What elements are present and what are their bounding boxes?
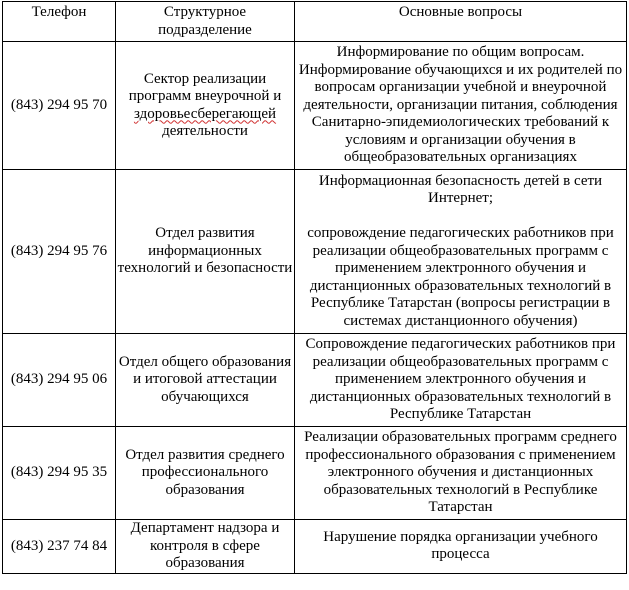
table-header-row	[3, 2, 627, 42]
header-unit: Структурное подразделение	[116, 2, 295, 42]
table-row	[3, 170, 627, 334]
topic-text: Информирование по общим вопросам. Информирование обучающихся и их родителей по вопросам организации учебной и внеурочной деятельности, организации питания, соблюдения Санитарно-эпидемиологических требований к условиям и организации обучения в общеобразовательных организациях	[298, 44, 623, 166]
topic-text: сопровождение педагогических работников при реализации общеобразовательных программ с применением электронного обучения и дистанционных образовательных технологий в Республике Татарстан (вопросы регистрации в системах дистанционного обучения)	[307, 225, 614, 329]
topic-text: Информационная безопасность детей в сети Интернет;	[318, 172, 603, 207]
topic-text: Реализации образовательных программ среднего профессионального образования с применением электронного обучения и дистанционных образовательных технологий в Республике Татарстан	[304, 429, 617, 516]
paragraph-gap	[296, 208, 625, 226]
topics-cell	[295, 427, 627, 520]
phone-cell	[3, 334, 116, 427]
phone-cell	[3, 170, 116, 334]
unit-name-part: Сектор реализации программ внеурочной и	[128, 70, 282, 104]
unit-cell: Отдел развития среднего профессионального образования	[116, 427, 295, 520]
header-phone: Телефон	[3, 2, 116, 42]
phone-cell	[3, 427, 116, 520]
table-row	[3, 427, 627, 520]
topic-text: Сопровождение педагогических работников при реализации общеобразовательных программ с применением электронного обучения и дистанционных образовательных технологий в Республике Татарстан	[305, 336, 616, 423]
table-row	[3, 520, 627, 574]
phone-cell	[3, 520, 116, 574]
phone-number: (843) 294 95 70	[10, 96, 108, 113]
unit-cell: Отдел общего образования и итоговой аттестации обучающихся	[116, 334, 295, 427]
header-topics: Основные вопросы	[295, 2, 627, 42]
unit-cell: Отдел развития информационных технологий и безопасности	[116, 170, 295, 334]
phone-number: (843) 294 95 06	[10, 371, 108, 388]
phone-number: (843) 294 95 35	[10, 464, 108, 481]
phone-number: (843) 294 95 76	[10, 242, 108, 259]
unit-cell: Департамент надзора и контроля в сфере образования	[116, 520, 295, 574]
phone-number: (843) 237 74 84	[10, 537, 108, 554]
topics-cell	[295, 334, 627, 427]
topics-cell	[295, 42, 627, 170]
unit-name-part: деятельности	[162, 123, 248, 139]
unit-cell	[116, 42, 295, 170]
contacts-table	[2, 1, 627, 574]
phone-cell	[3, 42, 116, 170]
table-row	[3, 334, 627, 427]
table-row	[3, 42, 627, 170]
topic-text: Нарушение порядка организации учебного процесса	[323, 528, 598, 563]
topics-cell	[295, 170, 627, 334]
topics-cell	[295, 520, 627, 574]
spellcheck-marked-word: здоровьесберегающей	[133, 105, 277, 122]
